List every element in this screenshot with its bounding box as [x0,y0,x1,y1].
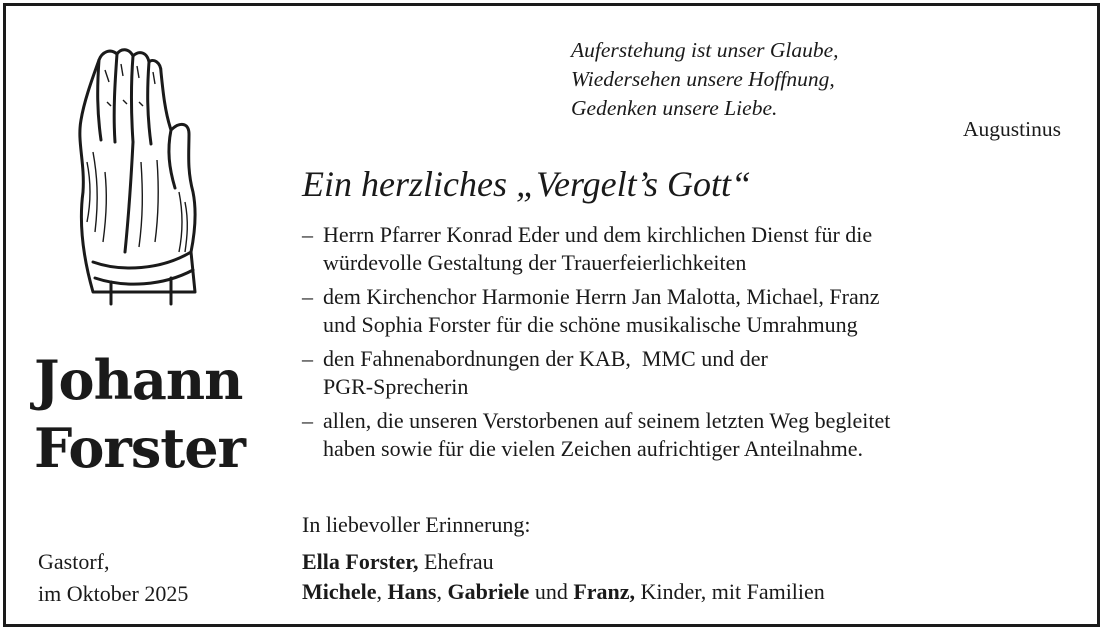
child-name: Franz, [573,579,636,604]
thanks-list [302,221,1082,469]
last-name: Forster [34,416,246,480]
town: Gastorf, [38,549,110,574]
memory-label: In liebevoller Erinnerung: [302,512,531,537]
thanks-item [302,221,1082,277]
thanks-item [302,345,1082,401]
thanks-item [302,283,1082,339]
dash-bullet: – [302,222,313,247]
place-and-date [38,546,188,610]
obituary-card [3,3,1100,627]
children-role: Kinder, mit Familien [640,579,825,604]
family-spouse [302,549,494,575]
first-name: Johann [34,348,243,412]
thanks-line: allen, die unseren Verstorbenen auf seinem letzten Weg begleitet [323,408,891,433]
thanks-heading: Ein herzliches „Vergelt’s Gott“ [302,164,751,204]
thanks-item [302,407,1082,463]
thanks-line: den Fahnenabordnungen der KAB, MMC und der [323,346,768,371]
thanks-line: dem Kirchenchor Harmonie Herrn Jan Malotta, Michael, Franz [323,284,880,309]
quote-line: Gedenken unsere Liebe. [571,96,778,120]
date: im Oktober 2025 [38,581,189,606]
thanks-line: und Sophia Forster für die schöne musikalische Umrahmung [323,312,858,337]
child-name: Michele [302,579,377,604]
thanks-line: haben sowie für die vielen Zeichen aufrichtiger Anteilnahme. [323,436,864,461]
thanks-line: Herrn Pfarrer Konrad Eder und dem kirchlichen Dienst für die [323,222,873,247]
child-name: Gabriele [447,579,530,604]
praying-hands-icon [71,42,201,312]
child-name: Hans [387,579,437,604]
and-word: und [529,579,574,604]
dash-bullet: – [302,408,313,433]
thanks-line: PGR-Sprecherin [323,374,469,399]
name-separator: , [436,579,448,604]
quote-author: Augustinus [963,117,1061,141]
dash-bullet: – [302,346,313,371]
thanks-line: würdevolle Gestaltung der Trauerfeierlichkeiten [323,250,747,275]
name-separator: , [376,579,388,604]
quote-line: Auferstehung ist unser Glaube, [571,38,839,62]
quote-line: Wiedersehen unsere Hoffnung, [571,67,835,91]
deceased-name [34,346,245,482]
family-children [302,579,825,605]
spouse-role: Ehefrau [424,549,494,574]
dash-bullet: – [302,284,313,309]
spouse-name: Ella Forster, [302,549,419,574]
quote [571,36,839,123]
